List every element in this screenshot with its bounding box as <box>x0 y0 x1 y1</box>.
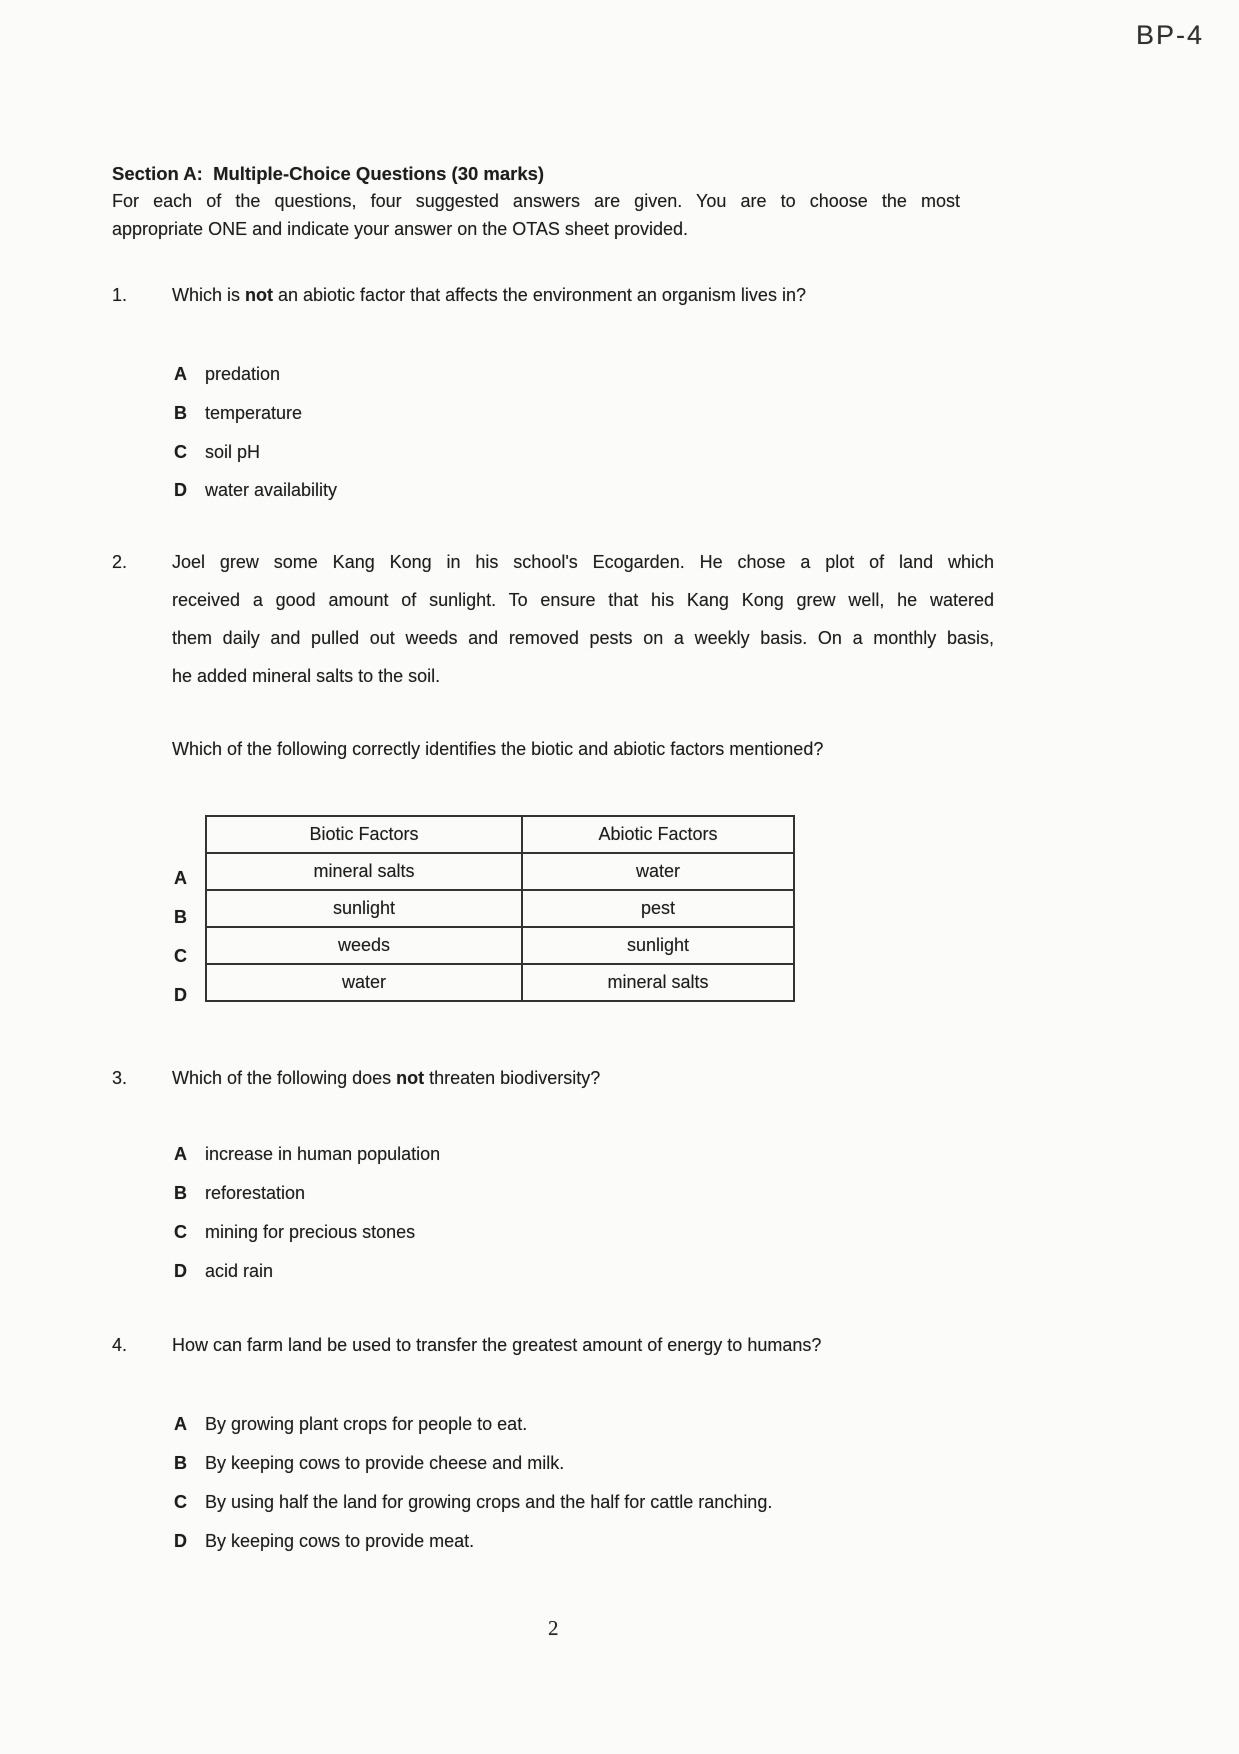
question-4-options <box>174 1413 772 1569</box>
option-row <box>174 1452 772 1491</box>
question-4 <box>112 1333 1014 1357</box>
option-letter: A <box>174 364 187 384</box>
option-letter: D <box>174 480 187 501</box>
paragraph-line: received a good amount of sunlight. To ensure that his Kang Kong grew well, he watered <box>172 590 994 610</box>
option-row <box>174 402 337 441</box>
instruction-line: appropriate ONE and indicate your answer on the OTAS sheet provided. <box>112 219 688 239</box>
option-letter: B <box>174 1183 187 1203</box>
option-text: By keeping cows to provide meat. <box>205 1531 475 1551</box>
option-row <box>174 1260 440 1299</box>
paragraph-line: them daily and pulled out weeds and removed pests on a weekly basis. On a monthly basis, <box>172 628 994 648</box>
question-2-table-block <box>174 815 814 1015</box>
option-text: By using half the land for growing crops and the half for cattle ranching. <box>205 1492 773 1512</box>
table-row <box>206 964 794 1001</box>
option-letter: D <box>174 1261 187 1281</box>
factors-table <box>205 815 795 1002</box>
option-text: reforestation <box>205 1183 306 1203</box>
table-row <box>206 927 794 964</box>
question-text-pre: Which of the following does <box>172 1068 397 1088</box>
option-text: water availability <box>205 480 338 501</box>
question-text <box>172 1066 1014 1090</box>
question-2 <box>112 543 994 695</box>
table-header-row <box>206 816 794 853</box>
page-number: 2 <box>548 1616 559 1640</box>
instruction-line: For each of the questions, four suggested answers are given. You are to choose the most <box>112 191 960 211</box>
question-1-options <box>174 363 337 518</box>
question-3-options <box>174 1143 440 1299</box>
table-cell: water <box>522 853 794 890</box>
option-row <box>174 1530 772 1569</box>
option-row <box>174 1221 440 1260</box>
paragraph-line: he added mineral salts to the soil. <box>172 666 441 686</box>
option-text: soil pH <box>205 441 261 462</box>
question-1 <box>112 283 1014 307</box>
option-letter: A <box>174 1414 187 1434</box>
option-row <box>174 1182 440 1221</box>
option-row <box>174 363 337 402</box>
question-text-post: an abiotic factor that affects the environment an organism lives in? <box>273 285 806 305</box>
section-header <box>112 161 960 243</box>
question-number: 1. <box>112 285 128 305</box>
table-row <box>206 890 794 927</box>
option-letter: B <box>174 402 187 423</box>
option-text: mining for precious stones <box>205 1222 416 1242</box>
table-cell: weeds <box>206 927 522 964</box>
option-letter: C <box>174 441 187 462</box>
table-cell: water <box>206 964 522 1001</box>
option-text: increase in human population <box>205 1144 441 1164</box>
question-2-subquestion: Which of the following correctly identifies the biotic and abiotic factors mentioned? <box>172 739 824 759</box>
table-row-label: B <box>174 907 187 927</box>
option-row <box>174 479 337 518</box>
question-number: 4. <box>112 1335 128 1355</box>
table-cell: pest <box>522 890 794 927</box>
table-row-label: A <box>174 868 187 888</box>
section-title: Section A: Multiple-Choice Questions (30 marks) <box>112 163 545 184</box>
question-number: 2. <box>112 552 128 572</box>
table-cell: mineral salts <box>522 964 794 1001</box>
option-letter: B <box>174 1453 187 1473</box>
question-text-pre: Which is <box>172 285 246 305</box>
table-cell: mineral salts <box>206 853 522 890</box>
table-row-label: D <box>174 985 187 1005</box>
table-header-cell: Abiotic Factors <box>522 816 794 853</box>
option-text: By keeping cows to provide cheese and milk. <box>205 1453 565 1473</box>
option-text: predation <box>205 364 281 384</box>
question-text <box>172 1333 1014 1357</box>
table-row-label: C <box>174 946 187 966</box>
option-row <box>174 1491 772 1530</box>
option-text: By growing plant crops for people to eat. <box>205 1414 528 1434</box>
table-row <box>206 853 794 890</box>
question-text-pre: How can farm land be used to transfer the greatest amount of energy to humans? <box>172 1335 822 1355</box>
option-letter: A <box>174 1144 187 1164</box>
option-letter: D <box>174 1531 187 1551</box>
option-row <box>174 441 337 480</box>
question-text-bold: not <box>245 285 273 305</box>
table-cell: sunlight <box>206 890 522 927</box>
question-3 <box>112 1066 1014 1090</box>
option-letter: C <box>174 1492 187 1512</box>
option-text: acid rain <box>205 1261 274 1281</box>
option-text: temperature <box>205 402 303 423</box>
question-text-post: threaten biodiversity? <box>424 1068 601 1088</box>
table-cell: sunlight <box>522 927 794 964</box>
question-text <box>172 283 1014 307</box>
option-row <box>174 1413 772 1452</box>
document-code: BP-4 <box>1136 20 1205 50</box>
paragraph-line: Joel grew some Kang Kong in his school's Ecogarden. He chose a plot of land which <box>172 552 994 572</box>
question-paragraph <box>172 543 994 695</box>
option-row <box>174 1143 440 1182</box>
option-letter: C <box>174 1222 187 1242</box>
table-header-cell: Biotic Factors <box>206 816 522 853</box>
question-text-bold: not <box>396 1068 425 1088</box>
question-number: 3. <box>112 1068 128 1088</box>
